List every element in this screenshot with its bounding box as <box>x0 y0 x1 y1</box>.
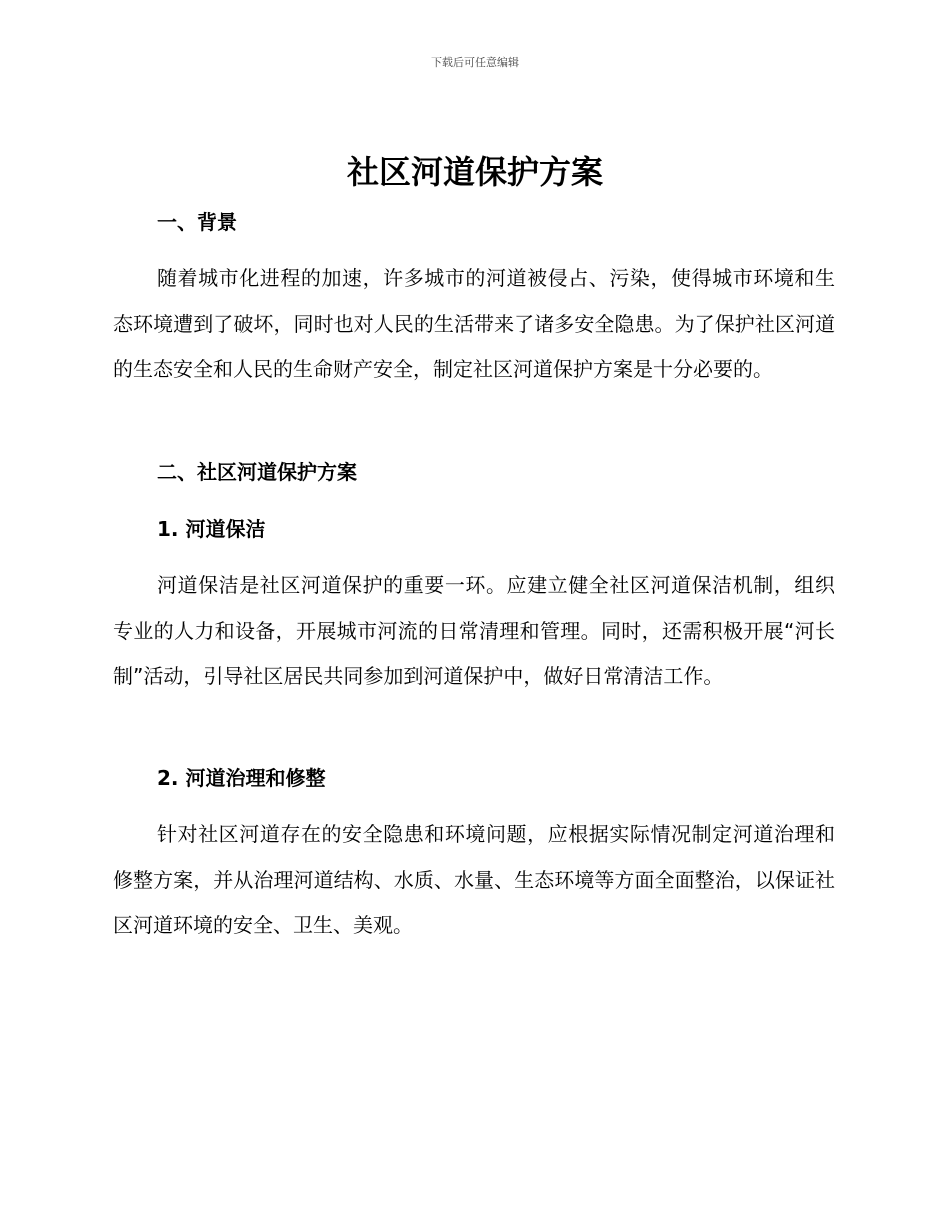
subsection-heading-cleaning: 1. 河道保洁 <box>157 517 266 541</box>
section-heading-background: 一、背景 <box>157 210 237 234</box>
page-title: 社区河道保护方案 <box>346 153 603 191</box>
subsection-heading-governance: 2. 河道治理和修整 <box>157 766 326 790</box>
paragraph-governance: 针对社区河道存在的安全隐患和环境问题，应根据实际情况制定河道治理和修整方案，并从治理河道结构、水质、水量、生态环境等方面全面整治，以保证社区河道环境的安全、卫生、美观。 <box>113 822 835 937</box>
paragraph-background: 随着城市化进程的加速，许多城市的河道被侵占、污染，使得城市环境和生态环境遭到了破坏，同时也对人民的生活带来了诸多安全隐患。为了保护社区河道的生态安全和人民的生命财产安全，制定社区河道保护方案是十分必要的。 <box>113 266 835 381</box>
header-note: 下载后可任意编辑 <box>431 56 519 69</box>
paragraph-cleaning: 河道保洁是社区河道保护的重要一环。应建立健全社区河道保洁机制，组织专业的人力和设备，开展城市河流的日常清理和管理。同时，还需积极开展“河长制”活动，引导社区居民共同参加到河道保护中，做好日常清洁工作。 <box>113 573 835 688</box>
section-heading-plan: 二、社区河道保护方案 <box>157 460 357 484</box>
